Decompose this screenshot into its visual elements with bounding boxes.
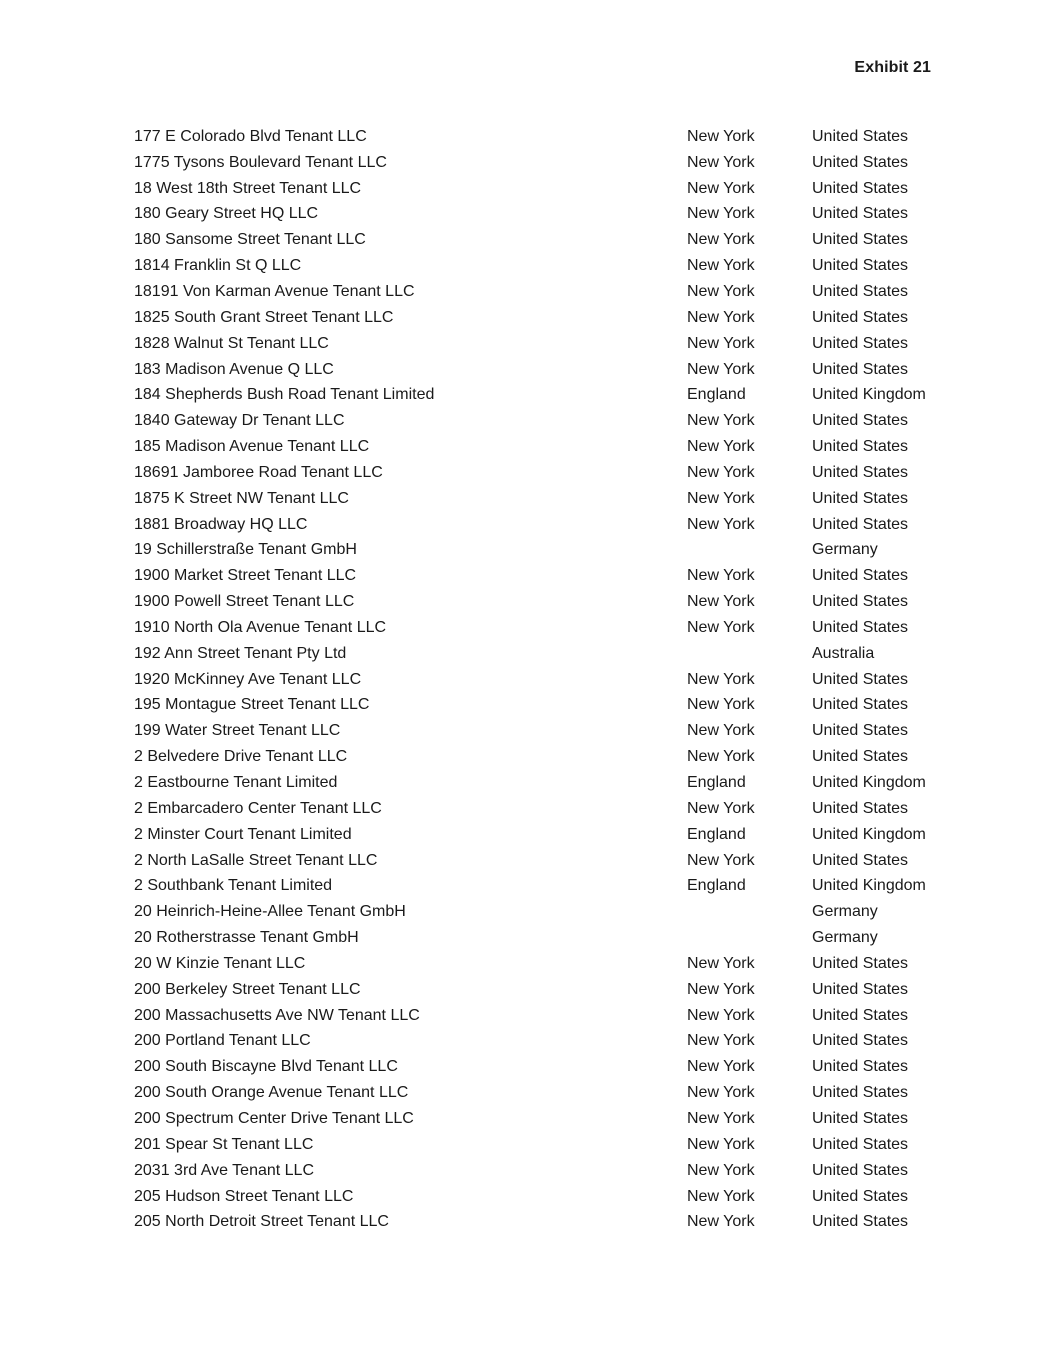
exhibit-title: Exhibit 21 (854, 59, 931, 76)
entity-name-cell: 20 Heinrich-Heine-Allee Tenant GmbH (134, 903, 406, 921)
jurisdiction-country-cell: United States (812, 257, 909, 275)
entity-name-cell: 2031 3rd Ave Tenant LLC (134, 1161, 314, 1179)
table-row (134, 796, 954, 822)
jurisdiction-country-cell: United States (812, 980, 909, 998)
jurisdiction-country-cell: United States (812, 463, 909, 481)
table-row (134, 1209, 954, 1235)
entity-name-cell: 1840 Gateway Dr Tenant LLC (134, 412, 345, 430)
jurisdiction-state-cell: New York (687, 257, 755, 275)
entity-name-cell: 205 North Detroit Street Tenant LLC (134, 1213, 389, 1231)
jurisdiction-country-cell: United States (812, 567, 909, 585)
jurisdiction-country-cell: Germany (812, 541, 878, 559)
jurisdiction-state-cell: New York (687, 412, 755, 430)
jurisdiction-state-cell: New York (687, 618, 755, 636)
jurisdiction-state-cell: New York (687, 334, 755, 352)
entity-name-cell: 200 Portland Tenant LLC (134, 1032, 311, 1050)
jurisdiction-state-cell: New York (687, 308, 755, 326)
jurisdiction-state-cell: New York (687, 1032, 755, 1050)
entity-name-cell: 195 Montague Street Tenant LLC (134, 696, 370, 714)
entity-name-cell: 2 Belvedere Drive Tenant LLC (134, 748, 348, 766)
entity-name-cell: 20 W Kinzie Tenant LLC (134, 954, 306, 972)
jurisdiction-country-cell: Australia (812, 644, 875, 662)
jurisdiction-state-cell: New York (687, 231, 755, 249)
jurisdiction-state-cell: New York (687, 670, 755, 688)
table-row (134, 305, 954, 331)
jurisdiction-state-cell: New York (687, 438, 755, 456)
jurisdiction-country-cell: United States (812, 179, 909, 197)
jurisdiction-state-cell: New York (687, 851, 755, 869)
jurisdiction-country-cell: United States (812, 153, 909, 171)
entity-name-cell: 18 West 18th Street Tenant LLC (134, 179, 362, 197)
jurisdiction-state-cell: New York (687, 127, 755, 145)
table-row (134, 925, 954, 951)
jurisdiction-country-cell: United States (812, 1058, 909, 1076)
entity-name-cell: 200 Spectrum Center Drive Tenant LLC (134, 1109, 414, 1127)
jurisdiction-country-cell: United States (812, 1161, 909, 1179)
entity-name-cell: 184 Shepherds Bush Road Tenant Limited (134, 386, 435, 404)
entity-name-cell: 1825 South Grant Street Tenant LLC (134, 308, 394, 326)
table-row (134, 1080, 954, 1106)
table-row (134, 848, 954, 874)
entity-name-cell: 180 Sansome Street Tenant LLC (134, 231, 366, 249)
jurisdiction-state-cell: New York (687, 1084, 755, 1102)
table-row (134, 977, 954, 1003)
entity-name-cell: 201 Spear St Tenant LLC (134, 1135, 314, 1153)
jurisdiction-state-cell: New York (687, 722, 755, 740)
jurisdiction-country-cell: United States (812, 308, 909, 326)
entity-name-cell: 183 Madison Avenue Q LLC (134, 360, 334, 378)
table-row (134, 641, 954, 667)
jurisdiction-state-cell: New York (687, 179, 755, 197)
table-row (134, 1158, 954, 1184)
entity-name-cell: 200 Berkeley Street Tenant LLC (134, 980, 361, 998)
jurisdiction-country-cell: United Kingdom (812, 774, 926, 792)
entity-name-cell: 200 South Biscayne Blvd Tenant LLC (134, 1058, 398, 1076)
jurisdiction-country-cell: United States (812, 696, 909, 714)
subsidiaries-table (134, 124, 954, 1235)
jurisdiction-country-cell: United States (812, 282, 909, 300)
entity-name-cell: 2 North LaSalle Street Tenant LLC (134, 851, 378, 869)
jurisdiction-country-cell: United Kingdom (812, 877, 926, 895)
jurisdiction-state-cell: New York (687, 489, 755, 507)
entity-name-cell: 1828 Walnut St Tenant LLC (134, 334, 329, 352)
table-row (134, 899, 954, 925)
jurisdiction-state-cell: New York (687, 954, 755, 972)
table-row (134, 357, 954, 383)
jurisdiction-country-cell: United Kingdom (812, 386, 926, 404)
table-row (134, 460, 954, 486)
entity-name-cell: 2 Southbank Tenant Limited (134, 877, 333, 895)
jurisdiction-country-cell: United States (812, 748, 909, 766)
jurisdiction-country-cell: United States (812, 954, 909, 972)
jurisdiction-state-cell: England (687, 877, 746, 895)
jurisdiction-state-cell: New York (687, 980, 755, 998)
table-row (134, 667, 954, 693)
table-row (134, 176, 954, 202)
jurisdiction-state-cell: New York (687, 799, 755, 817)
table-row (134, 202, 954, 228)
jurisdiction-state-cell: New York (687, 1213, 755, 1231)
jurisdiction-state-cell: New York (687, 593, 755, 611)
jurisdiction-country-cell: United States (812, 1213, 909, 1231)
jurisdiction-country-cell: Germany (812, 929, 878, 947)
entity-name-cell: 2 Eastbourne Tenant Limited (134, 774, 338, 792)
entity-name-cell: 199 Water Street Tenant LLC (134, 722, 341, 740)
jurisdiction-country-cell: United States (812, 618, 909, 636)
jurisdiction-state-cell: England (687, 386, 746, 404)
table-row (134, 822, 954, 848)
jurisdiction-country-cell: United States (812, 799, 909, 817)
table-row (134, 150, 954, 176)
table-row (134, 227, 954, 253)
entity-name-cell: 1814 Franklin St Q LLC (134, 257, 302, 275)
table-row (134, 693, 954, 719)
entity-name-cell: 192 Ann Street Tenant Pty Ltd (134, 644, 347, 662)
jurisdiction-country-cell: United States (812, 438, 909, 456)
table-row (134, 951, 954, 977)
entity-name-cell: 1881 Broadway HQ LLC (134, 515, 308, 533)
jurisdiction-country-cell: United States (812, 205, 909, 223)
jurisdiction-country-cell: United States (812, 1187, 909, 1205)
entity-name-cell: 1775 Tysons Boulevard Tenant LLC (134, 153, 387, 171)
entity-name-cell: 1875 K Street NW Tenant LLC (134, 489, 349, 507)
table-row (134, 382, 954, 408)
entity-name-cell: 1920 McKinney Ave Tenant LLC (134, 670, 362, 688)
entity-name-cell: 18691 Jamboree Road Tenant LLC (134, 463, 383, 481)
table-row (134, 1003, 954, 1029)
entity-name-cell: 2 Minster Court Tenant Limited (134, 825, 352, 843)
jurisdiction-country-cell: United States (812, 1084, 909, 1102)
jurisdiction-state-cell: New York (687, 463, 755, 481)
jurisdiction-country-cell: Germany (812, 903, 878, 921)
entity-name-cell: 1900 Powell Street Tenant LLC (134, 593, 355, 611)
table-row (134, 1132, 954, 1158)
table-row (134, 563, 954, 589)
table-row (134, 512, 954, 538)
jurisdiction-state-cell: New York (687, 696, 755, 714)
jurisdiction-country-cell: United States (812, 515, 909, 533)
jurisdiction-state-cell: New York (687, 748, 755, 766)
table-row (134, 434, 954, 460)
entity-name-cell: 1910 North Ola Avenue Tenant LLC (134, 618, 387, 636)
jurisdiction-country-cell: United States (812, 1032, 909, 1050)
entity-name-cell: 200 Massachusetts Ave NW Tenant LLC (134, 1006, 420, 1024)
table-row (134, 873, 954, 899)
jurisdiction-state-cell: New York (687, 515, 755, 533)
jurisdiction-state-cell: New York (687, 153, 755, 171)
jurisdiction-state-cell: New York (687, 1006, 755, 1024)
table-row (134, 1184, 954, 1210)
jurisdiction-state-cell: New York (687, 1058, 755, 1076)
table-row (134, 770, 954, 796)
jurisdiction-country-cell: United States (812, 412, 909, 430)
jurisdiction-state-cell: New York (687, 1187, 755, 1205)
table-row (134, 1054, 954, 1080)
jurisdiction-state-cell: New York (687, 360, 755, 378)
jurisdiction-country-cell: United States (812, 489, 909, 507)
jurisdiction-country-cell: United States (812, 334, 909, 352)
entity-name-cell: 20 Rotherstrasse Tenant GmbH (134, 929, 359, 947)
jurisdiction-country-cell: United States (812, 593, 909, 611)
entity-name-cell: 185 Madison Avenue Tenant LLC (134, 438, 370, 456)
jurisdiction-country-cell: United States (812, 1109, 909, 1127)
jurisdiction-country-cell: United States (812, 670, 909, 688)
jurisdiction-country-cell: United Kingdom (812, 825, 926, 843)
table-row (134, 253, 954, 279)
jurisdiction-country-cell: United States (812, 851, 909, 869)
table-row (134, 1106, 954, 1132)
jurisdiction-state-cell: England (687, 825, 746, 843)
entity-name-cell: 1900 Market Street Tenant LLC (134, 567, 357, 585)
table-row (134, 279, 954, 305)
table-row (134, 744, 954, 770)
entity-name-cell: 200 South Orange Avenue Tenant LLC (134, 1084, 409, 1102)
jurisdiction-country-cell: United States (812, 360, 909, 378)
entity-name-cell: 18191 Von Karman Avenue Tenant LLC (134, 282, 415, 300)
entity-name-cell: 2 Embarcadero Center Tenant LLC (134, 799, 382, 817)
jurisdiction-state-cell: England (687, 774, 746, 792)
entity-name-cell: 205 Hudson Street Tenant LLC (134, 1187, 354, 1205)
table-row (134, 1029, 954, 1055)
table-row (134, 589, 954, 615)
jurisdiction-country-cell: United States (812, 1135, 909, 1153)
entity-name-cell: 19 Schillerstraße Tenant GmbH (134, 541, 357, 559)
table-row (134, 615, 954, 641)
jurisdiction-country-cell: United States (812, 1006, 909, 1024)
table-row (134, 408, 954, 434)
entity-name-cell: 180 Geary Street HQ LLC (134, 205, 319, 223)
table-row (134, 124, 954, 150)
table-row (134, 718, 954, 744)
jurisdiction-country-cell: United States (812, 127, 909, 145)
jurisdiction-state-cell: New York (687, 205, 755, 223)
table-row (134, 331, 954, 357)
entity-name-cell: 177 E Colorado Blvd Tenant LLC (134, 127, 367, 145)
jurisdiction-country-cell: United States (812, 722, 909, 740)
jurisdiction-state-cell: New York (687, 1135, 755, 1153)
jurisdiction-country-cell: United States (812, 231, 909, 249)
jurisdiction-state-cell: New York (687, 567, 755, 585)
jurisdiction-state-cell: New York (687, 1109, 755, 1127)
jurisdiction-state-cell: New York (687, 282, 755, 300)
jurisdiction-state-cell: New York (687, 1161, 755, 1179)
table-row (134, 538, 954, 564)
table-row (134, 486, 954, 512)
